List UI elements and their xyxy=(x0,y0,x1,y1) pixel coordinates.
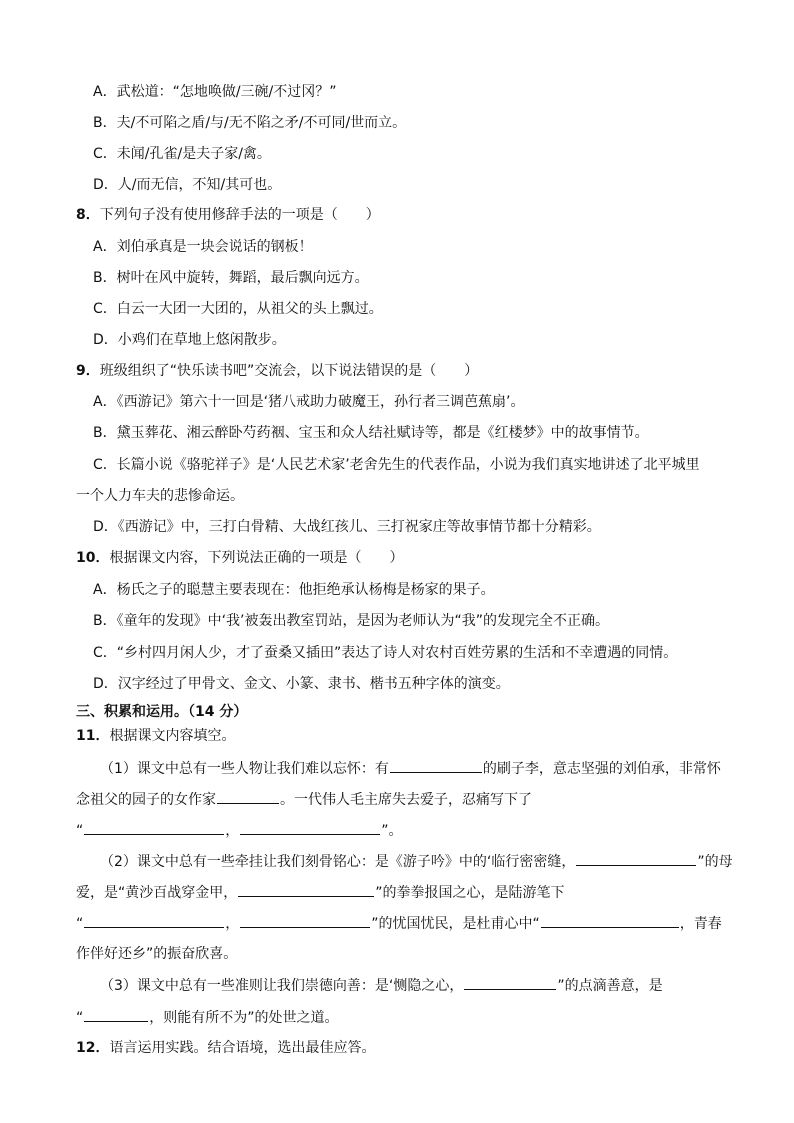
text: （2）课文中总有一些牵挂让我们刻骨铭心：是《游子吟》中的‘临行密密缝， xyxy=(100,854,576,870)
question-number: 12． xyxy=(76,1040,110,1056)
question-text: 班级组织了“快乐读书吧”交流会，以下说法错误的是（ ） xyxy=(99,363,479,379)
text: 念祖父的园子的女作家 xyxy=(76,792,216,808)
fill-blank[interactable] xyxy=(576,851,696,866)
question-number: 10． xyxy=(76,550,110,566)
fill-blank[interactable] xyxy=(84,820,224,835)
q8-option-d: D．小鸡们在草地上悠闲散步。 xyxy=(93,332,286,348)
question-text: 根据课文内容填空。 xyxy=(109,728,236,744)
q8-option-c: C．白云一大团一大团的，从祖父的头上飘过。 xyxy=(93,301,383,317)
fill-blank[interactable] xyxy=(217,789,279,804)
text: “ xyxy=(76,916,84,932)
text: ，青春 xyxy=(679,916,722,932)
text: ”的母 xyxy=(697,854,733,870)
text: 爱，是“黄沙百战穿金甲， xyxy=(76,885,238,901)
question-text: 下列句子没有使用修辞手法的一项是（ ） xyxy=(99,207,380,223)
text: “ xyxy=(76,823,84,839)
q7-option-a: A．武松道：“怎地唤做/三碗/不过冈？” xyxy=(93,84,337,100)
fill-blank[interactable] xyxy=(541,913,679,928)
q7-option-b: B．夫/不可陷之盾/与/无不陷之矛/不可同/世而立。 xyxy=(93,115,407,131)
q9-option-d: D．《西游记》中，三打白骨精、大战红孩儿、三打祝家庄等故事情节都十分精彩。 xyxy=(93,519,601,535)
q7-option-d: D．人/而无信，不知/其可也。 xyxy=(93,177,282,193)
text: ”的点滴善意，是 xyxy=(557,978,663,994)
q11-part2-line1 xyxy=(100,851,733,872)
text: （3）课文中总有一些准则让我们崇德向善：是‘恻隐之心， xyxy=(100,978,464,994)
question-11 xyxy=(76,726,235,746)
q9-option-b: B．黛玉葬花、湘云醉卧芍药裀、宝玉和众人结社赋诗等，都是《红楼梦》中的故事情节。 xyxy=(93,425,649,441)
q11-part1-line1 xyxy=(100,758,721,779)
q11-part3-line1 xyxy=(100,975,663,996)
q9-option-a: A．《西游记》第六十一回是‘猪八戒助力破魔王，孙行者三调芭蕉扇’。 xyxy=(93,394,525,410)
q9-option-c-continued: 一个人力车夫的悲惨命运。 xyxy=(76,488,244,504)
q10-option-c: C．“乡村四月闲人少，才了蚕桑又插田”表达了诗人对农村百姓劳累的生活和不幸遭遇的同情。 xyxy=(93,645,678,661)
q10-option-b: B．《童年的发现》中‘我’被轰出教室罚站，是因为老师认为“我”的发现完全不正确。 xyxy=(93,613,610,629)
q10-option-d: D．汉字经过了甲骨文、金文、小篆、隶书、楷书五种字体的演变。 xyxy=(93,676,510,692)
q11-part3-line2 xyxy=(76,1007,339,1028)
fill-blank[interactable] xyxy=(240,820,380,835)
text: ”。 xyxy=(381,823,403,839)
fill-blank[interactable] xyxy=(390,758,482,773)
q11-part2-line4: 作伴好还乡”的振奋欣喜。 xyxy=(76,946,238,962)
text: ”的拳拳报国之心，是陆游笔下 xyxy=(375,885,565,901)
text: 的刷子李，意志坚强的刘伯承，非常怀 xyxy=(482,761,721,777)
q9-option-c: C．长篇小说《骆驼祥子》是‘人民艺术家’老舍先生的代表作品，小说为我们真实地讲述了北平城里 xyxy=(93,457,700,473)
text: 。一代伟人毛主席失去爱子，忍痛写下了 xyxy=(280,792,532,808)
text: ，则能有所不为”的处世之道。 xyxy=(149,1010,339,1026)
q11-part2-line2 xyxy=(76,882,565,903)
question-9 xyxy=(76,361,478,381)
text: “ xyxy=(76,1010,84,1026)
question-10 xyxy=(76,548,403,568)
fill-blank[interactable] xyxy=(84,1007,148,1022)
question-text: 根据课文内容，下列说法正确的一项是（ ） xyxy=(109,550,404,566)
text: （1）课文中总有一些人物让我们难以忘怀：有 xyxy=(100,761,389,777)
q8-option-b: B．树叶在风中旋转，舞蹈，最后飘向远方。 xyxy=(93,270,369,286)
question-12 xyxy=(76,1038,375,1058)
section-heading: 三、积累和运用。（14 分） xyxy=(76,704,248,720)
q11-part1-line2 xyxy=(76,789,532,810)
q8-option-a: A．刘伯承真是一块会说话的钢板！ xyxy=(93,239,313,255)
fill-blank[interactable] xyxy=(240,913,370,928)
fill-blank[interactable] xyxy=(84,913,224,928)
text: ”的忧国忧民，是杜甫心中“ xyxy=(371,916,540,932)
q7-option-c: C．未闻/孔雀/是夫子家/禽。 xyxy=(93,146,271,162)
text: ， xyxy=(225,916,240,932)
question-number: 8． xyxy=(76,207,100,223)
text: ， xyxy=(225,823,240,839)
question-number: 11． xyxy=(76,728,110,744)
fill-blank[interactable] xyxy=(464,975,556,990)
q11-part2-line3 xyxy=(76,913,722,934)
fill-blank[interactable] xyxy=(238,882,374,897)
question-text: 语言运用实践。结合语境，选出最佳应答。 xyxy=(109,1040,376,1056)
q10-option-a: A．杨氏之子的聪慧主要表现在：他拒绝承认杨梅是杨家的果子。 xyxy=(93,582,495,598)
q11-part1-line3 xyxy=(76,820,403,841)
question-number: 9． xyxy=(76,363,100,379)
question-8 xyxy=(76,205,380,225)
